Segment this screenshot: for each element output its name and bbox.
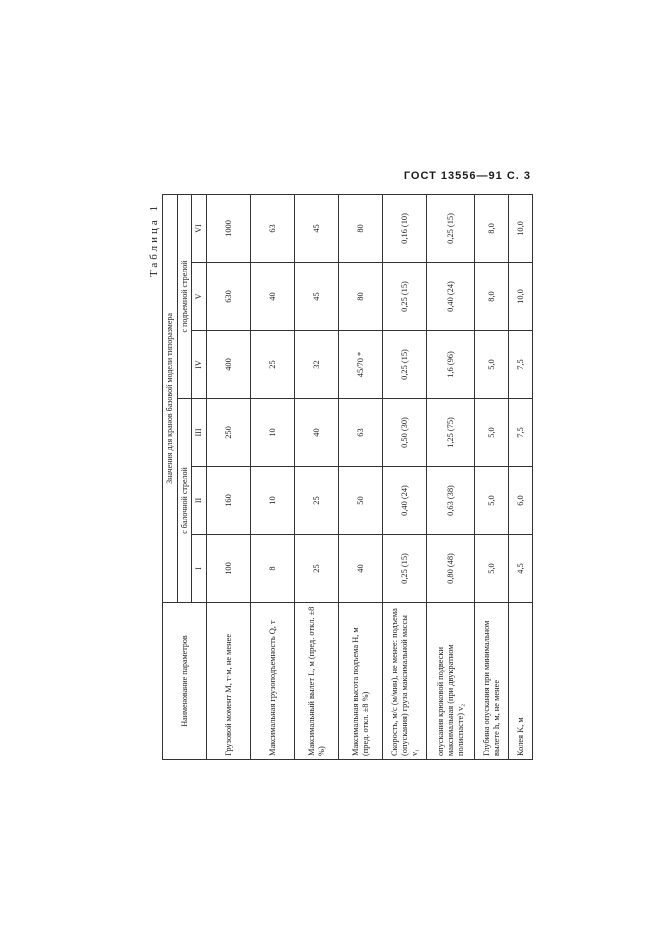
- table-title: Таблица 1: [148, 203, 160, 278]
- rotated-table-content: [148, 195, 525, 760]
- values-header: Значения для кранов базовой модели типоразмера: [163, 194, 178, 602]
- cell-value: 25: [295, 467, 339, 535]
- cell-value: 0,80 (48): [427, 535, 475, 603]
- cell-value: 5,0: [475, 399, 509, 467]
- cell-value: 0,25 (15): [383, 331, 427, 399]
- group-lifting-header: с подъемной стрелой: [177, 194, 192, 398]
- cell-value: 7,5: [509, 331, 533, 399]
- table-row: [295, 194, 339, 759]
- cell-value: 40: [251, 263, 295, 331]
- cell-value: 32: [295, 331, 339, 399]
- cell-value: 0,25 (15): [383, 263, 427, 331]
- cell-value: 10,0: [509, 194, 533, 262]
- cell-value: 4,5: [509, 535, 533, 603]
- cell-value: 0,25 (15): [383, 535, 427, 603]
- size-header: I: [192, 535, 207, 603]
- cell-value: 40: [339, 535, 383, 603]
- size-header: IV: [192, 331, 207, 399]
- size-header: III: [192, 399, 207, 467]
- parameters-table: [162, 194, 533, 760]
- cell-value: 1,25 (75): [427, 399, 475, 467]
- cell-value: 0,25 (15): [427, 194, 475, 262]
- cell-value: 5,0: [475, 467, 509, 535]
- size-header: II: [192, 467, 207, 535]
- cell-value: 160: [207, 467, 251, 535]
- cell-value: 100: [207, 535, 251, 603]
- cell-value: 8: [251, 535, 295, 603]
- cell-value: 25: [251, 331, 295, 399]
- page-header: ГОСТ 13556—91 С. 3: [403, 170, 531, 182]
- cell-value: 7,5: [509, 399, 533, 467]
- row-name: Максимальная высота подъема H, м (пред. откл. ±8 %): [339, 603, 383, 760]
- size-header: VI: [192, 194, 207, 262]
- cell-value: 63: [339, 399, 383, 467]
- cell-value: 1,6 (96): [427, 331, 475, 399]
- cell-value: 45: [295, 194, 339, 262]
- cell-value: 0,63 (38): [427, 467, 475, 535]
- cell-value: 80: [339, 263, 383, 331]
- cell-value: 50: [339, 467, 383, 535]
- table-row: [509, 194, 533, 759]
- row-name: Колея K, м: [509, 603, 533, 760]
- cell-value: 45/70 *: [339, 331, 383, 399]
- rotated-table-area: [148, 195, 525, 760]
- row-name: Грузовой момент M, т·м, не менее: [207, 603, 251, 760]
- cell-value: 80: [339, 194, 383, 262]
- cell-value: 250: [207, 399, 251, 467]
- cell-value: 8,0: [475, 263, 509, 331]
- cell-value: 10,0: [509, 263, 533, 331]
- cell-value: 6,0: [509, 467, 533, 535]
- cell-value: 0,40 (24): [427, 263, 475, 331]
- row-name: Глубина опускания при минимальном вылете h, м, не менее: [475, 603, 509, 760]
- cell-value: 40: [295, 399, 339, 467]
- cell-value: 25: [295, 535, 339, 603]
- header-row-1: [163, 194, 178, 759]
- table-row: [383, 194, 427, 759]
- cell-value: 5,0: [475, 535, 509, 603]
- cell-value: 5,0: [475, 331, 509, 399]
- cell-value: 0,40 (24): [383, 467, 427, 535]
- table-row: [339, 194, 383, 759]
- cell-value: 10: [251, 467, 295, 535]
- table-row: [251, 194, 295, 759]
- cell-value: 0,16 (10): [383, 194, 427, 262]
- group-beam-header: с балочной стрелой: [177, 399, 192, 603]
- param-header: Наименование параметров: [163, 603, 207, 760]
- cell-value: 630: [207, 263, 251, 331]
- cell-value: 0,50 (30): [383, 399, 427, 467]
- cell-value: 400: [207, 331, 251, 399]
- cell-value: 10: [251, 399, 295, 467]
- table-row: [475, 194, 509, 759]
- size-header: V: [192, 263, 207, 331]
- cell-value: 63: [251, 194, 295, 262]
- cell-value: 45: [295, 263, 339, 331]
- row-name: Скорость, м/с (м/мин), не менее: подъема (опускания) груза максимальной массы v₁: [383, 603, 427, 760]
- cell-value: 8,0: [475, 194, 509, 262]
- cell-value: 1000: [207, 194, 251, 262]
- table-row: [427, 194, 475, 759]
- row-name: Максимальный вылет L, м (пред. откл. ±8 %): [295, 603, 339, 760]
- row-name: опускания крюковой подвески максимальная (при двукратном полиспасте) v₂: [427, 603, 475, 760]
- table-row: [207, 194, 251, 759]
- row-name: Максимальная грузоподъемность Q, т: [251, 603, 295, 760]
